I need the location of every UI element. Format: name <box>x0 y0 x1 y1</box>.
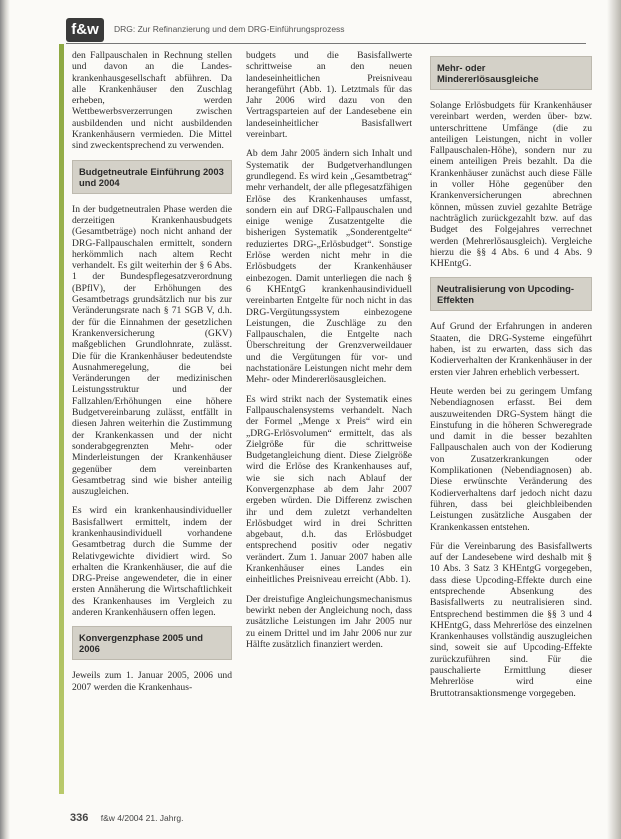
column-3 <box>430 50 592 707</box>
running-title: DRG: Zur Refinanzierung und dem DRG-Einführungsprozess <box>114 24 345 34</box>
paragraph: Heute werden bei zu geringem Umfang Nebendiagnosen erfasst. Bei dem auszuweitenden DRG-System hängt die Einstufung in die höheren Schweregrade und damit in die besser bezahlten Fallpauschalen auch von der Kodierung von Zusatzerkrankungen oder Komplikationen (Nebendiagnosen) ab. Diese erwünschte Veränderung des Kodierverhaltens darf jedoch nicht dazu führen, dass bei gleichbleibenden Leistungen zusätzliche Ausgaben der Krankenkassen entstehen. <box>430 385 592 533</box>
section-heading-budgetneutral: Budgetneutrale Einführung 2003 und 2004 <box>72 160 232 194</box>
paragraph: Für die Vereinbarung des Basisfallwerts auf der Landesebene wird deshalb mit § 10 Abs. 3 Satz 3 KHEntgG vorgegeben, dass diese Upcoding-Effekte durch eine entsprechende Absenkung des Basisfallwerts zu neutralisieren sind. Entsprechend bestimmen die §§ 3 und 4 KHEntgG, dass Mehrerlöse des einzelnen Krankenhauses vollständig auszugleichen sind, soweit sie auf Upcoding-Effekte zurückzuführen sind. Für die pauschalierte Ermittlung dieser Mehrerlöse wird eine Bruttotransaktionsmenge vorgegeben. <box>430 540 592 699</box>
accent-stripe <box>59 44 64 794</box>
journal-issue: f&w 4/2004 21. Jahrg. <box>100 813 184 823</box>
page-footer <box>70 812 183 824</box>
paragraph: Der dreistufige Angleichungsmechanismus bewirkt neben der Angleichung noch, dass zusätzliche Leistungen im Jahr 2005 nur zu einem Drittel und im Jahr 2006 nur zur Hälfte zusätzlich finanziert werden. <box>246 593 412 650</box>
paragraph: Es wird strikt nach der Systematik eines Fallpauschalensystems verhandelt. Nach der Formel „Menge x Preis“ wird ein „DRG-Erlösvolumen“ ermittelt, das als Zielgröße für die schrittweise Budgetangleichung dient. Diese Zielgröße wird die Erlöse des Krankenhauses auf, wie sie sich nach Ablauf der Konvergenzphase ab dem Jahr 2007 ergeben würden. Die Differenz zwischen ihr und dem zuletzt verhandelten Erlösbudget wird in drei Schritten abgebaut, d.h. das Erlösbudget entsprechend positiv oder negativ verändert. Zum 1. Januar 2007 haben alle Krankenhäuser eines Landes ein einheitliches Preisniveau erreicht (Abb. 1). <box>246 393 412 586</box>
section-heading-konvergenzphase: Konvergenzphase 2005 und 2006 <box>72 626 232 660</box>
page-edge-shadow <box>607 0 621 839</box>
page-header <box>66 14 586 44</box>
paragraph: Es wird ein krankenhausindividueller Basisfallwert ermittelt, indem der krankenhausindividuell vorhandene Gesamtbetrag durch die Summe der Relativgewichte dividiert wird. So erhalten die Krankenhäuser, die auf die DRG-Preise angewendeter, die in einer ersten Annäherung die Wirtschaftlichkeit des Krankenhauses im Vergleich zu anderen Krankenhäusern offen legen. <box>72 505 232 619</box>
paragraph: budgets und die Basisfallwerte schrittweise an den neuen landeseinheitlichen Preisniveau herangeführt (Abb. 1). Letztmals für das Jahr 2006 wird dazu von den Vertragsparteien auf der Landesebene ein landeseinheitlicher Basisfallwert vereinbart. <box>246 50 412 141</box>
journal-logo: f&w <box>66 18 104 42</box>
column-1 <box>72 50 232 701</box>
page-number: 336 <box>70 812 89 824</box>
paragraph: Ab dem Jahr 2005 ändern sich Inhalt und Systematik der Budgetverhandlungen grundlegend. Es wird kein „Gesamtbetrag“ mehr verhandelt, der alle pflegesatzfähigen Erlöse des Krankenhauses umfasst, sondern ein auf DRG-Fallpauschalen und einige wenige Zusatzentgelte die bisherigen Systematik „Sonderentgelte“ reduziertes DRG-„Erlösbudget“. Sonstige Erlöse werden nicht mehr in die Erlösbudgets der Krankenhäuser einbezogen. Damit unterliegen die nach § 6 KHEntgG krankenhausindividuell vereinbarten Entgelte für noch nicht in das DRG-Vergütungssystem einbezogene Leistungen, die Zuschläge zu den Fallpauschalen, die Entgelte nach Überschreitung der Grenzverweildauer und die Vergütungen für vor- und nachstationäre Leistungen nicht mehr dem Mehr- oder Mindererlösausgleichen. <box>246 148 412 386</box>
paragraph: Solange Erlösbudgets für Krankenhäuser vereinbart werden, werden über- bzw. unterschrittene Umfänge (die zu anteiligen Leistungen, nicht in voller Fallpauschalen-Höhe), sondern nur zu einem anteiligen Preis bezahlt. Da die Krankenhäuser zunächst auch diese Fälle in voller Höhe gegenüber den Krankenversicherungen abrechnen können, müssen zuviel gezahlte Beträge nachträglich zurückgezahlt bzw. auf das Budget des Folgejahres verrechnet werden (Mehrerlösausgleich). Vergleiche hierzu die §§ 4 Abs. 6 und 4 Abs. 9 KHEntgG. <box>430 100 592 270</box>
paragraph: den Fallpauschalen in Rechnung stellen und davon an die Landes-krankenhausgesellschaft abführen. Da alle Krankenhäuser den Zuschlag erheben, werden Wettbewerbsverzerrungen zwischen ausbildenden und nicht ausbildenden Krankenhäusern vermieden. Die Mittel sind zweckentsprechend zu verwenden. <box>72 50 232 152</box>
section-heading-upcoding: Neutralisierung von Upcoding-Effekten <box>430 277 592 311</box>
paragraph: Auf Grund der Erfahrungen in anderen Staaten, die DRG-Systeme eingeführt haben, ist zu erwarten, dass sich das Kodierverhalten der Krankenhäuser in der ersten vier Jahren erheblich verbessert. <box>430 321 592 378</box>
section-heading-mehr-minder: Mehr- oder Mindererlösausgleiche <box>430 56 592 90</box>
paragraph: Jeweils zum 1. Januar 2005, 2006 und 2007 werden die Krankenhaus- <box>72 670 232 693</box>
column-2 <box>246 50 412 658</box>
paragraph: In der budgetneutralen Phase werden die derzeitigen Krankenhausbudgets (Gesamtbeträge) noch nicht anhand der DRG-Fallpauschalen ermittelt, sondern herkömmlich nach altem Recht verhandelt. Es gilt weiterhin der § 6 Abs. 1 der Bundespflegesatzverordnung (BPflV), der Erhöhungen des Gesamtbetrags grundsätzlich nur bis zur Veränderungsrate nach § 71 SGB V, d.h. der für die Einnahmen der gesetzlichen Krankenversicherung (GKV) maßgeblichen Grundlohnrate, zulässt. Die für die Krankenhäuser bedeutendste Ausnahmeregelung, die bei Veränderungen der medizinischen Leistungsstruktur und der Fallzahlen/Erhöhungen eine höhere Budgetvereinbarung zulässt, entfällt in diesen Jahren weiterhin die Zustimmung der Krankenkassen und der nicht sonderabgegrenzten Mehr- oder Minderleistungen der Krankenhäuser gegenüber dem vereinbarten Gesamtbetrag sind wie bisher anteilig auszugleichen. <box>72 203 232 498</box>
page-binding-shadow <box>0 0 10 839</box>
header-rule <box>66 43 586 44</box>
